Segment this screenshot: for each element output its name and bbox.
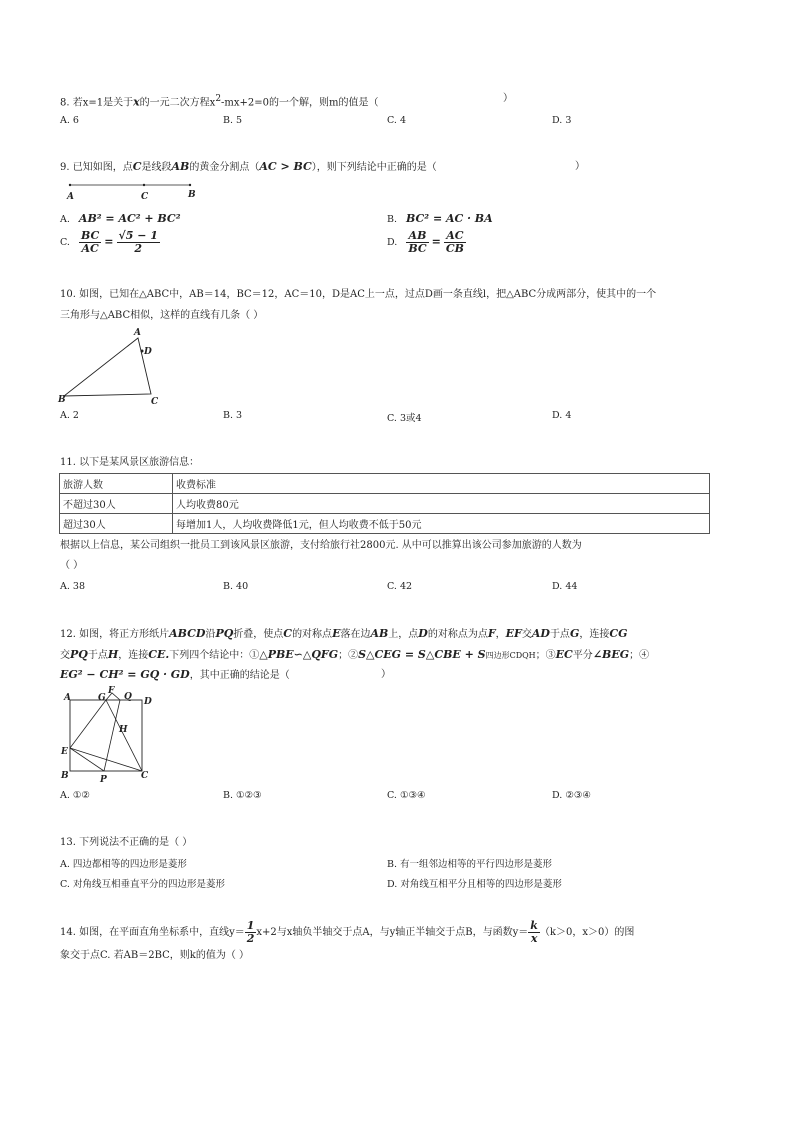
q9-option-b-label: B. — [387, 214, 398, 225]
table-cell: 收费标准 — [173, 474, 710, 494]
q13-option-b: B. 有一组邻边相等的平行四边形是菱形 — [387, 859, 553, 870]
q12-l1-b: 沿 — [205, 629, 216, 640]
q9-option-c-label: C. — [60, 237, 70, 248]
q9-option-d-lhs — [406, 230, 428, 255]
q9-label-a: A — [67, 192, 74, 202]
q9-option-d-rhs-num: AC — [444, 230, 466, 243]
q12-label-d: D — [144, 697, 152, 707]
q11-option-d: D. 44 — [552, 581, 578, 592]
q12-conclusion-4: EG² − CH² = GQ · GD — [60, 668, 190, 681]
q12-l1-g: 的对称点为点 — [427, 629, 488, 640]
q9-stem-d: ），则下列结论中正确的是（ — [311, 162, 437, 173]
q9-option-d — [387, 230, 466, 255]
q11-option-a: A. 38 — [60, 581, 85, 592]
q12-ab: AB — [370, 627, 389, 640]
q8-option-c: C. 4 — [387, 115, 407, 126]
q12-ce: CE. — [148, 648, 170, 661]
q12-l1-a: 12. 如图，将正方形纸片 — [60, 629, 170, 640]
q11-after: 根据以上信息，某公司组织一批员工到该风景区旅游，支付给旅行社2800元. 从中可以推算出该公司参加旅游的人数为 — [60, 540, 582, 551]
q10-figure — [56, 326, 168, 408]
q9-option-d-rhs-den: CB — [445, 242, 464, 255]
q9-option-d-lhs-den: BC — [408, 242, 427, 255]
q14-line1 — [60, 920, 634, 945]
q12-l1-j: 于点 — [549, 629, 570, 640]
q12-l2-a: 交 — [60, 650, 70, 661]
q12-fold-pq — [104, 700, 120, 771]
q8-stem-a: 8. 若x=1是关于 — [60, 97, 134, 109]
q13-option-c: C. 对角线互相垂直平分的四边形是菱形 — [60, 879, 225, 890]
q12-label-h: H — [119, 725, 128, 735]
q12-label-e: E — [61, 747, 68, 757]
q11-option-c: C. 42 — [387, 581, 413, 592]
q14-l1-b: x+2与x轴负半轴交于点A，与y轴正半轴交于点B，与函数y＝ — [256, 927, 529, 938]
q12-label-p: P — [100, 775, 107, 785]
q9-option-b — [387, 212, 493, 225]
q9-option-c-eq: = — [104, 235, 114, 248]
q12-conclusion-3: EC — [555, 648, 573, 661]
q9-option-c-rhs-num: √5 − 1 — [118, 229, 158, 242]
q12-l1-d: 的对称点 — [292, 629, 333, 640]
q12-figure — [58, 686, 158, 786]
q12-line3 — [60, 668, 290, 683]
q9-option-d-lhs-num: AB — [406, 230, 428, 243]
q9-option-a — [60, 212, 181, 225]
q9-stem-b: 是线段 — [141, 162, 172, 173]
q10-label-b: B — [58, 395, 66, 405]
q12-line2 — [60, 648, 649, 663]
q12-c: C — [283, 627, 293, 640]
q9-label-b: B — [188, 190, 196, 200]
q12-l1-h: ， — [495, 629, 506, 640]
q12-label-g: G — [98, 693, 106, 703]
q12-l2-b: 于点 — [87, 650, 108, 661]
q12-conclusion-2-sub: 四边形CDQH — [485, 651, 536, 660]
q12-f: F — [487, 627, 496, 640]
q12-paren-close: ） — [381, 669, 391, 680]
q14-f1-num: 1 — [246, 919, 255, 932]
q10-label-c: C — [151, 397, 159, 407]
q9-point-c-dot — [143, 184, 145, 186]
q9-segment-ab: AB — [171, 160, 190, 173]
q9-point-a-dot — [69, 184, 71, 186]
q10-option-b: B. 3 — [223, 410, 243, 421]
q9-option-c-lhs-num: BC — [80, 229, 100, 242]
q12-conclusion-3b: ∠BEG — [592, 648, 630, 661]
q9-option-c-rhs — [117, 230, 160, 255]
q10-option-a: A. 2 — [60, 410, 79, 421]
q9-option-c — [60, 230, 160, 255]
q9-option-d-eq: = — [431, 235, 441, 248]
q12-segment-ec — [70, 748, 142, 771]
q11-option-b: B. 40 — [223, 581, 249, 592]
q11-fee-table — [59, 473, 710, 534]
q8-option-b: B. 5 — [223, 115, 243, 126]
q11-stem: 11. 以下是某风景区旅游信息： — [60, 457, 200, 468]
q12-l2-c: ，连接 — [118, 650, 149, 661]
q12-option-b: B. ①②③ — [223, 790, 262, 801]
table-cell: 每增加1人，人均收费降低1元，但人均收费不低于50元 — [173, 514, 710, 534]
q9-option-d-rhs — [444, 230, 466, 255]
q12-h: H — [107, 648, 119, 661]
q12-segment-eg — [70, 700, 106, 748]
q12-conclusion-2: S△CEG = S△CBE + S — [358, 648, 486, 661]
q12-abcd: ABCD — [169, 627, 206, 640]
q9-condition: AC > BC — [259, 160, 312, 173]
table-row — [60, 514, 710, 534]
q8-stem-c: -mx+2=0的一个解，则m的值是（ — [221, 97, 379, 109]
q9-stem-a: 9. 已知如图，点 — [60, 162, 133, 173]
q12-l1-f: 上，点 — [388, 629, 419, 640]
q10-option-c: C. 3或4 — [387, 413, 422, 424]
q8-sup: 2 — [215, 94, 222, 104]
q9-figure — [60, 178, 210, 202]
q9-option-b-expr: BC² = AC · BA — [406, 212, 493, 225]
q12-l2-f: ；③ — [535, 650, 556, 661]
q12-l2-e: ；② — [338, 650, 359, 661]
q8-stem — [60, 92, 379, 110]
q8-paren-close: ） — [503, 93, 513, 104]
q9-option-d-label: D. — [387, 237, 398, 248]
q12-option-a: A. ①② — [60, 790, 90, 801]
q13-stem: 13. 下列说法不正确的是（ ） — [60, 837, 193, 848]
q9-option-c-lhs — [79, 230, 101, 255]
q13-option-d: D. 对角线互相平分且相等的四边形是菱形 — [387, 879, 562, 890]
q10-line1: 10. 如图，已知在△ABC中，AB＝14，BC＝12，AC＝10，D是AC上一点，过点D画一条直线l，把△ABC分成两部分，使其中的一个 — [60, 289, 657, 300]
q12-l2-h: ；④ — [629, 650, 650, 661]
q12-l2-d: 下列四个结论中：① — [169, 650, 260, 661]
table-row — [60, 494, 710, 514]
q9-stem-c: 的黄金分割点（ — [189, 162, 260, 173]
q14-l1-c: （k＞0，x＞0）的图 — [539, 927, 635, 938]
q11-paren: （ ） — [60, 560, 84, 571]
table-cell: 超过30人 — [60, 514, 173, 534]
q14-fraction-k-over-x — [528, 920, 540, 945]
table-cell: 旅游人数 — [60, 474, 173, 494]
q12-l2-pq: PQ — [70, 648, 88, 661]
q9-option-a-label: A. — [60, 214, 70, 225]
q10-triangle — [64, 338, 151, 396]
q9-point-c: C — [132, 160, 142, 173]
q8-option-d: D. 3 — [552, 115, 572, 126]
q12-ef: EF — [505, 627, 522, 640]
q8-stem-b: 的一元二次方程x — [139, 97, 216, 109]
q12-l2-g: 平分 — [572, 650, 593, 661]
q12-l1-c: 折叠，使点 — [233, 629, 284, 640]
q12-option-c: C. ①③④ — [387, 790, 426, 801]
q10-option-d: D. 4 — [552, 410, 572, 421]
q12-segment-ep — [70, 748, 104, 771]
q14-fraction-half — [245, 920, 257, 945]
q9-option-c-rhs-den: 2 — [134, 242, 143, 255]
q12-segment-gc — [106, 700, 142, 771]
q12-e: E — [332, 627, 341, 640]
table-cell: 不超过30人 — [60, 494, 173, 514]
q9-point-b-dot — [189, 184, 191, 186]
q12-conclusion-1: △PBE∽△QFG — [259, 648, 339, 661]
q9-option-c-lhs-den: AC — [81, 242, 99, 255]
q12-l1-e: 落在边 — [340, 629, 371, 640]
q13-option-a: A. 四边都相等的四边形是菱形 — [60, 859, 187, 870]
table-row — [60, 474, 710, 494]
q12-l3-b: ，其中正确的结论是（ — [189, 670, 290, 681]
q12-label-f: F — [108, 686, 115, 696]
q12-l1-k: ，连接 — [579, 629, 610, 640]
q10-line2: 三角形与△ABC相似，这样的直线有几条（ ） — [60, 310, 264, 321]
q12-cg: CG — [609, 627, 628, 640]
q14-f2-num: k — [530, 919, 538, 932]
q12-label-b: B — [61, 771, 69, 781]
q14-f2-den: x — [530, 932, 538, 945]
q12-label-a: A — [64, 693, 71, 703]
q9-label-c: C — [141, 192, 149, 202]
q12-g: G — [569, 627, 580, 640]
q12-l1-i: 交 — [521, 629, 532, 640]
q14-l1-a: 14. 如图，在平面直角坐标系中，直线y＝ — [60, 927, 245, 938]
q9-paren-close: ） — [575, 161, 585, 172]
q10-label-d: D — [144, 347, 152, 357]
table-cell: 人均收费80元 — [173, 494, 710, 514]
q12-label-q: Q — [124, 692, 132, 702]
q14-line2: 象交于点C. 若AB＝2BC，则k的值为（ ） — [60, 950, 250, 961]
q8-var: x — [133, 95, 140, 109]
q12-label-c: C — [141, 771, 149, 781]
q10-label-a: A — [134, 328, 141, 338]
q12-ad: AD — [531, 627, 550, 640]
q14-f1-den: 2 — [246, 932, 255, 945]
q12-line1 — [60, 627, 628, 642]
q12-d: D — [418, 627, 428, 640]
q12-pq: PQ — [215, 627, 234, 640]
q9-stem — [60, 160, 437, 175]
q8-option-a: A. 6 — [60, 115, 79, 126]
q9-option-a-expr: AB² = AC² + BC² — [78, 212, 181, 225]
q12-option-d: D. ②③④ — [552, 790, 591, 801]
